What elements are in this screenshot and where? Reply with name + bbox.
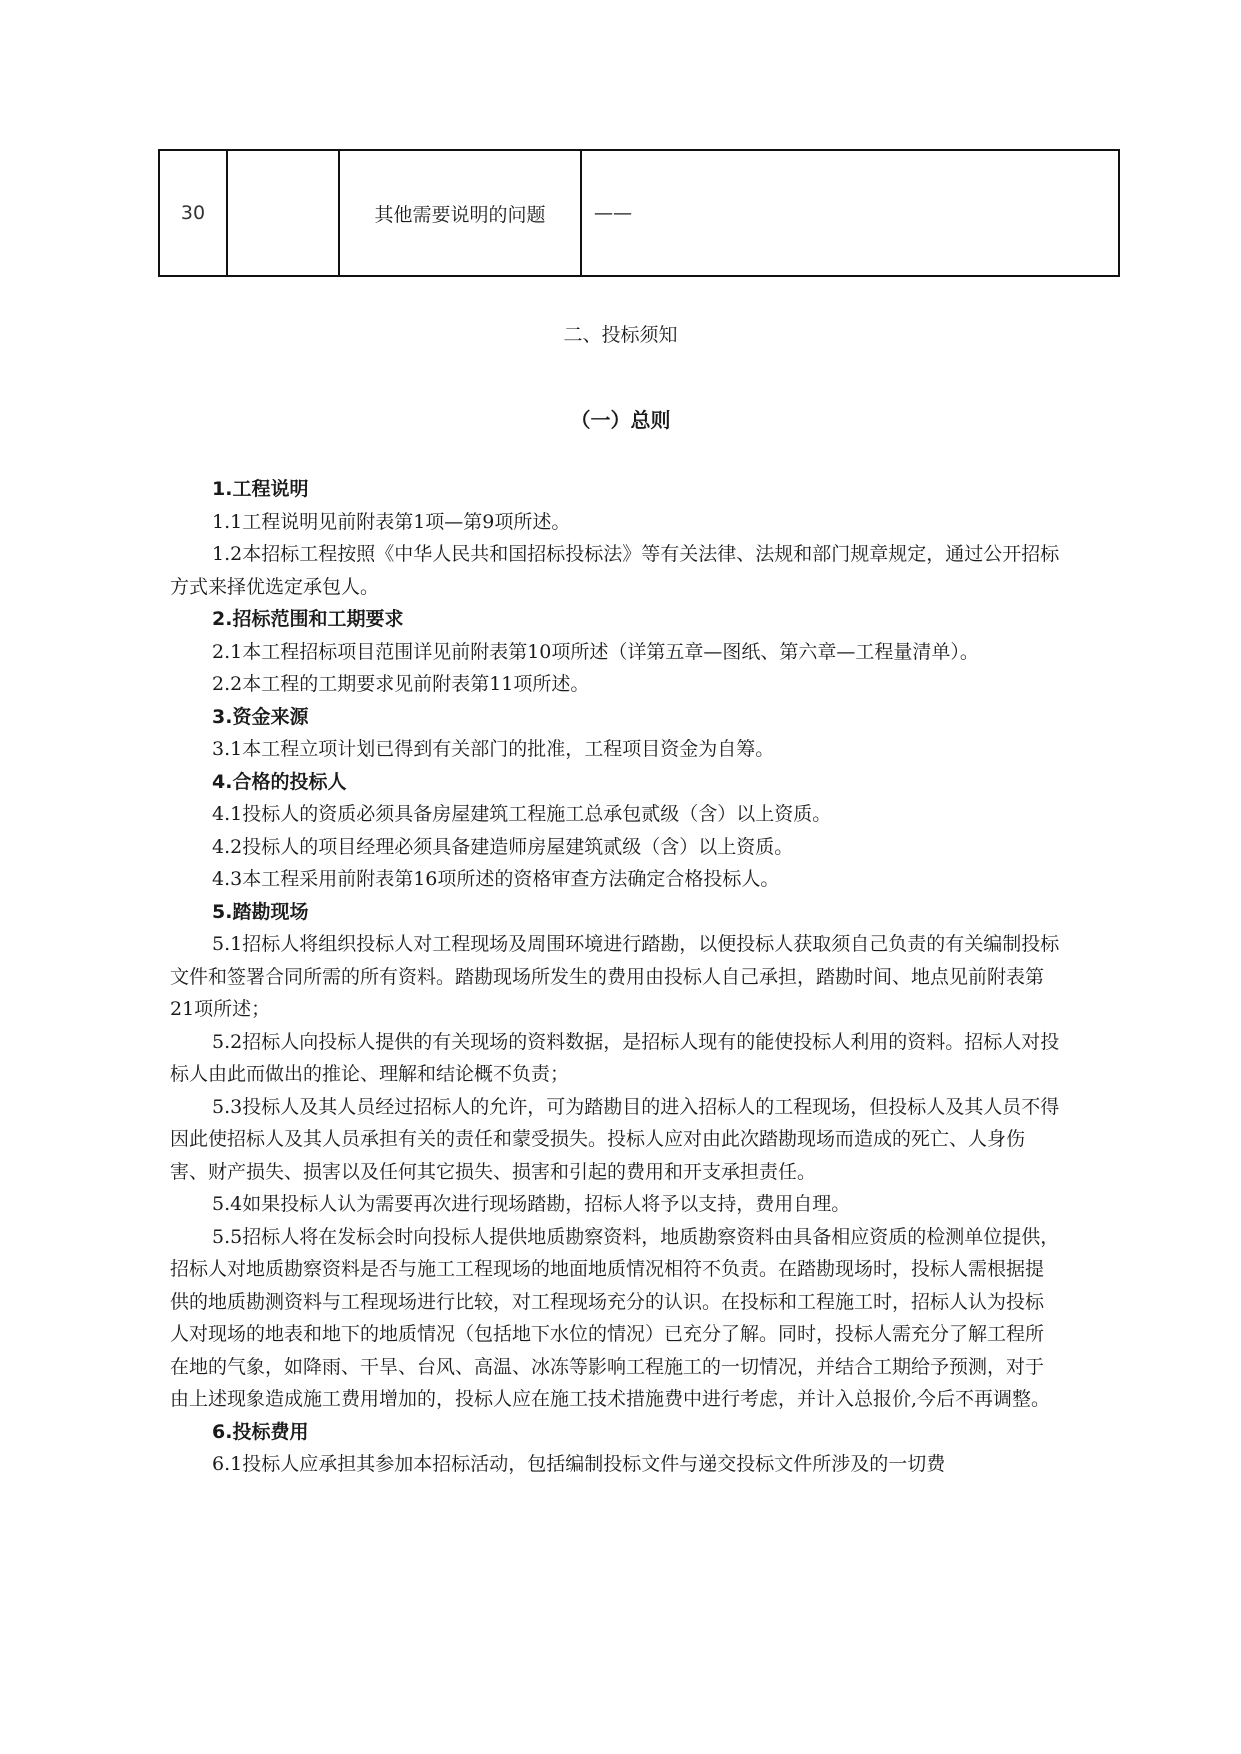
row-number: 30 xyxy=(159,150,227,276)
body-text xyxy=(170,473,1062,1481)
row-item: 其他需要说明的问题 xyxy=(339,150,581,276)
paragraph-4-2: 4.2投标人的项目经理必须具备建造师房屋建筑贰级（含）以上资质。 xyxy=(212,835,794,858)
paragraph-5-5: 5.5招标人将在发标会时向投标人提供地质勘察资料，地质勘察资料由具备相应资质的检测单位提供，招标人对地质勘察资料是否与施工工程现场的地面地质情况相符不负责。在踏勘现场时，投标人需根据提供的地质勘测资料与工程现场进行比较，对工程现场充分的认识。在投标和工程施工时，招标人认为投标人对现场的地表和地下的地质情况（包括地下水位的情况）已充分了解。同时，投标人需充分了解工程所在地的气象，如降雨、干旱、台风、高温、冰冻等影响工程施工的一切情况，并结合工期给予预测，对于由上述现象造成施工费用增加的，投标人应在施工技术措施费中进行考虑，并计入总报价,今后不再调整。 xyxy=(170,1225,1060,1410)
paragraph-6-1: 6.1投标人应承担其参加本招标活动，包括编制投标文件与递交投标文件所涉及的一切费 xyxy=(212,1453,946,1475)
heading-4: 4.合格的投标人 xyxy=(212,770,347,793)
subsection-title: （一）总则 xyxy=(570,408,671,432)
info-table xyxy=(158,149,1120,277)
table-row xyxy=(159,150,1119,276)
heading-1: 1.工程说明 xyxy=(212,478,309,500)
heading-5: 5.踏勘现场 xyxy=(212,900,309,923)
row-blank-cell xyxy=(227,150,339,276)
paragraph-5-2: 5.2招标人向投标人提供的有关现场的资料数据，是招标人现有的能使投标人利用的资料。招标人对投标人由此而做出的推论、理解和结论概不负责； xyxy=(170,1030,1060,1085)
paragraph-5-3: 5.3投标人及其人员经过招标人的允许，可为踏勘目的进入招标人的工程现场，但投标人及其人员不得因此使招标人及其人员承担有关的责任和蒙受损失。投标人应对由此次踏勘现场而造成的死亡、人身伤害、财产损失、损害以及任何其它损失、损害和引起的费用和开支承担责任。 xyxy=(170,1095,1060,1183)
paragraph-5-4: 5.4如果投标人认为需要再次进行现场踏勘，招标人将予以支持，费用自理。 xyxy=(212,1193,851,1215)
paragraph-1-1: 1.1工程说明见前附表第1项—第9项所述。 xyxy=(212,510,571,533)
row-value: —— xyxy=(581,150,1119,276)
paragraph-2-2: 2.2本工程的工期要求见前附表第11项所述。 xyxy=(212,673,590,695)
paragraph-4-3: 4.3本工程采用前附表第16项所述的资格审查方法确定合格投标人。 xyxy=(212,868,780,890)
paragraph-2-1: 2.1本工程招标项目范围详见前附表第10项所述（详第五章—图纸、第六章—工程量清单）。 xyxy=(212,640,979,663)
heading-6: 6.投标费用 xyxy=(212,1420,309,1443)
heading-3: 3.资金来源 xyxy=(212,705,309,728)
heading-2: 2.招标范围和工期要求 xyxy=(212,608,404,630)
paragraph-5-1: 5.1招标人将组织投标人对工程现场及周围环境进行踏勘，以便投标人获取须自己负责的有关编制投标文件和签署合同所需的所有资料。踏勘现场所发生的费用由投标人自己承担，踏勘时间、地点见前附表第21项所述； xyxy=(170,933,1060,1020)
paragraph-4-1: 4.1投标人的资质必须具备房屋建筑工程施工总承包贰级（含）以上资质。 xyxy=(212,803,832,825)
paragraph-3-1: 3.1本工程立项计划已得到有关部门的批准，工程项目资金为自筹。 xyxy=(212,738,775,760)
paragraph-1-2: 1.2本招标工程按照《中华人民共和国招标投标法》等有关法律、法规和部门规章规定，通过公开招标方式来择优选定承包人。 xyxy=(170,543,1060,598)
section-title: 二、投标须知 xyxy=(563,324,678,346)
